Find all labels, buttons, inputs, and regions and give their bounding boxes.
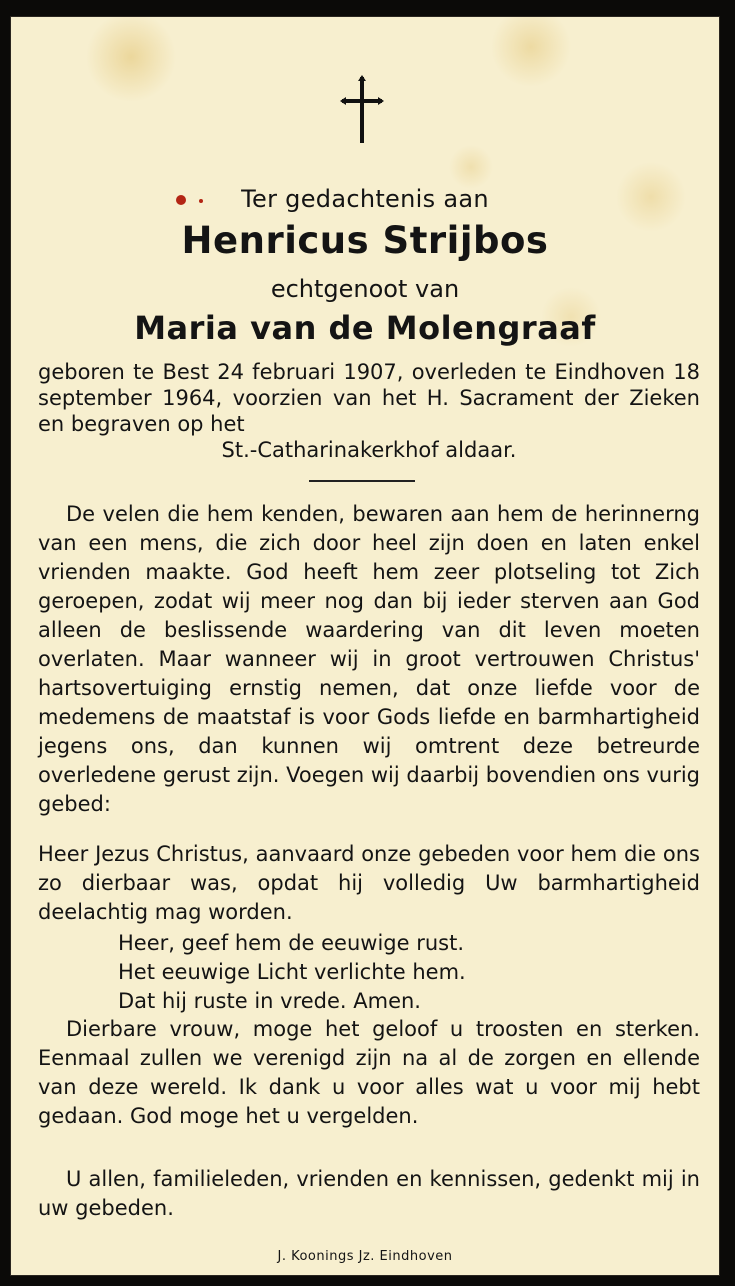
printer-credit: J. Koonings Jz. Eindhoven <box>277 1249 453 1264</box>
memorial-paragraph-1: De velen die hem kenden, bewaren aan hem de herinnerng van een mens, die zich door heel zijn doen en laten enkel vrienden maakte. God heeft hem zeer plotseling tot Zich geroepen, zodat wij meer nog dan bij ieder sterven aan God alleen de beslissende waardering van dit leven moeten overlaten. Maar wanneer wij in groot vertrouwen Christus' hartsovertuiging ernstig nemen, dat onze liefde voor de medemens de maatstaf is voor Gods liefde en barmhartigheid jegens ons, dan kunnen wij omtrent deze betreurde overledene gerust zijn. Voegen wij daarbij bovendien ons vurig gebed: <box>38 502 700 816</box>
prayer-line: Dat hij ruste in vrede. Amen. <box>118 989 421 1013</box>
prayer-block <box>118 929 466 1016</box>
prayer-line: Heer, geef hem de eeuwige rust. <box>118 931 465 955</box>
spouse-name: Maria van de Molengraaf <box>134 309 596 347</box>
biography-last-line: St.-Catharinakerkhof aldaar. <box>221 438 517 462</box>
divider <box>309 480 415 482</box>
prayer-line: Het eeuwige Licht verlichte hem. <box>118 960 466 984</box>
cross-icon <box>338 75 386 145</box>
memorial-paragraph-2: Heer Jezus Christus, aanvaard onze gebeden voor hem die ons zo dierbaar was, opdat hij volledig Uw barmhartigheid deelachtig mag worden. <box>38 842 700 924</box>
memorial-card <box>10 16 720 1276</box>
spouse-label: echtgenoot van <box>270 275 460 303</box>
intro-text: Ter gedachtenis aan <box>241 185 489 213</box>
memorial-paragraph-4: U allen, familieleden, vrienden en kennissen, gedenkt mij in uw gebeden. <box>38 1167 700 1220</box>
biography-text: geboren te Best 24 februari 1907, overleden te Eindhoven 18 september 1964, voorzien van het H. Sacrament der Zieken en begraven op het <box>38 360 700 436</box>
biography <box>38 359 700 463</box>
deceased-name: Henricus Strijbos <box>181 219 549 262</box>
memorial-paragraph-3: Dierbare vrouw, moge het geloof u troosten en sterken. Eenmaal zullen we verenigd zijn na al de zorgen en ellende van deze wereld. Ik dank u voor alles wat u voor mij hebt gedaan. God moge het u vergelden. <box>38 1017 700 1128</box>
